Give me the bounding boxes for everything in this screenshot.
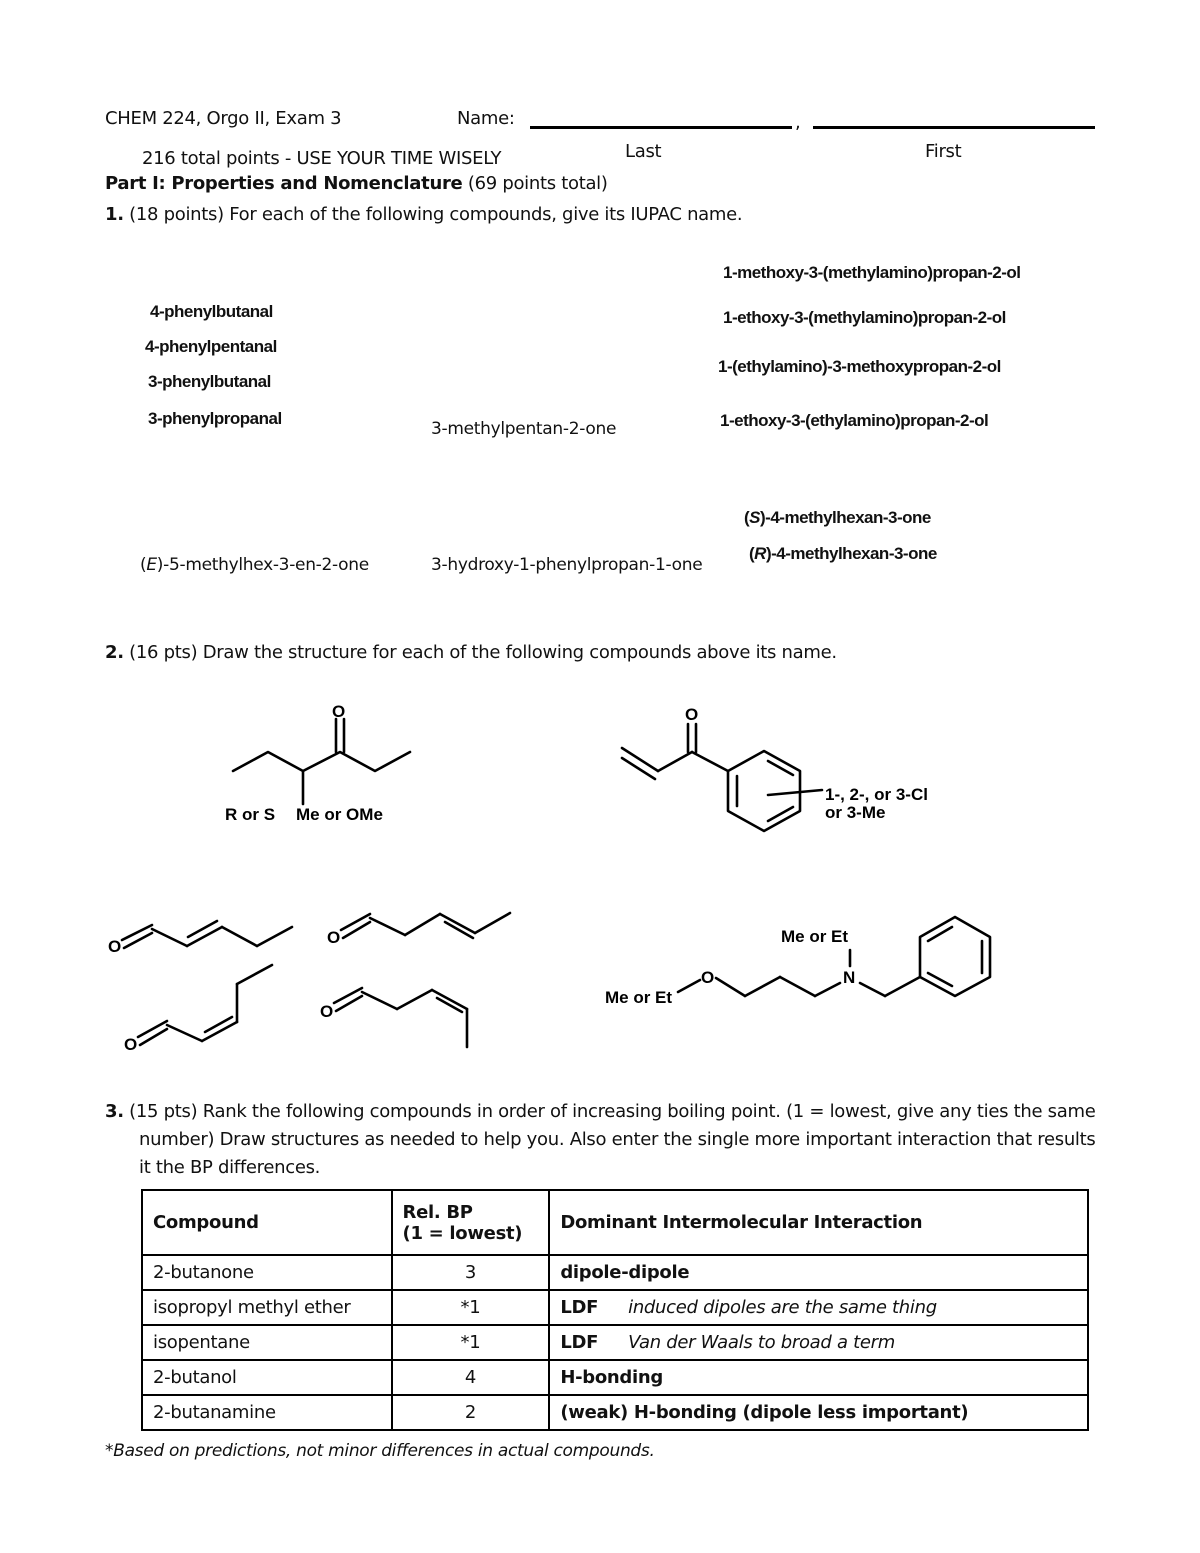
q3-number: 3.	[105, 1101, 124, 1122]
q1-answer-mid1: 3-methylpentan-2-one	[431, 419, 617, 439]
svg-text:O: O	[124, 1035, 138, 1054]
q1-answer-col3-4: 1-ethoxy-3-(ethylamino)propan-2-ol	[720, 411, 989, 430]
q1-answer-col3-1: 1-methoxy-3-(methylamino)propan-2-ol	[723, 263, 1021, 282]
header-compound: Compound	[142, 1190, 392, 1255]
interaction-cell[interactable]: LDF induced dipoles are the same thing	[549, 1290, 1088, 1325]
q1-answer-r-ketone: (R)-4-methylhexan-3-one	[749, 544, 937, 563]
q1-answer-col3-2: 1-ethoxy-3-(methylamino)propan-2-ol	[723, 308, 1006, 327]
me-or-et-n-label: Me or Et	[781, 927, 849, 946]
structure-enal-2	[327, 913, 510, 947]
q1-number: 1.	[105, 204, 124, 225]
structure-ketone-a	[225, 702, 410, 824]
interaction-cell[interactable]: (weak) H-bonding (dipole less important)	[549, 1395, 1088, 1430]
svg-text:O: O	[327, 928, 341, 947]
q1-answer-col3-3: 1-(ethylamino)-3-methoxypropan-2-ol	[718, 357, 1001, 376]
cl-me-label-1: 1-, 2-, or 3-Cl	[825, 785, 928, 804]
boiling-point-table	[141, 1189, 1089, 1431]
q2-number: 2.	[105, 642, 124, 663]
rank-cell[interactable]: 3	[392, 1255, 550, 1290]
interaction-cell[interactable]: dipole-dipole	[549, 1255, 1088, 1290]
rank-cell[interactable]: *1	[392, 1290, 550, 1325]
svg-text:O: O	[320, 1002, 334, 1021]
q1-answer-s-ketone: (S)-4-methylhexan-3-one	[744, 508, 931, 527]
oxygen-label: O	[332, 702, 346, 721]
q2-prompt-text: (16 pts) Draw the structure for each of the following compounds above its name.	[123, 642, 837, 663]
compound-cell: isopropyl methyl ether	[142, 1290, 392, 1325]
q1-answer-col1-1: 4-phenylbutanal	[150, 302, 273, 321]
header-interaction: Dominant Intermolecular Interaction	[549, 1190, 1088, 1255]
me-or-et-o-label: Me or Et	[605, 988, 673, 1007]
oxygen-label-b: O	[685, 705, 699, 724]
table-header-row	[142, 1190, 1088, 1255]
points-note: 216 total points - USE YOUR TIME WISELY	[142, 148, 502, 169]
compound-cell: isopentane	[142, 1325, 392, 1360]
name-comma: ,	[795, 112, 801, 133]
q1-prompt-text: (18 points) For each of the following compounds, give its IUPAC name.	[123, 204, 743, 225]
rank-cell[interactable]: 2	[392, 1395, 550, 1430]
compound-cell: 2-butanamine	[142, 1395, 392, 1430]
q1-answer-col1-3: 3-phenylbutanal	[148, 372, 271, 391]
structure-enal-4	[320, 988, 467, 1047]
cl-me-label-2: or 3-Me	[825, 803, 886, 822]
part1-points: (69 points total)	[462, 173, 608, 194]
structure-enal-1	[108, 921, 292, 956]
table-row	[142, 1290, 1088, 1325]
svg-text:O: O	[108, 937, 122, 956]
table-row	[142, 1395, 1088, 1430]
table-row	[142, 1360, 1088, 1395]
name-label: Name:	[457, 108, 515, 129]
q3-prompt-line2: number) Draw structures as needed to help you. Also enter the single more important interaction that results	[139, 1129, 1096, 1150]
part1-title: Part I: Properties and Nomenclature	[105, 173, 463, 194]
first-label: First	[925, 141, 962, 162]
rank-cell[interactable]: *1	[392, 1325, 550, 1360]
interaction-cell[interactable]: LDF Van der Waals to broad a term	[549, 1325, 1088, 1360]
structure-enal-3	[124, 965, 272, 1054]
q1-answer-e-alkene: (E)-5-methylhex-3-en-2-one	[140, 555, 369, 575]
course-title: CHEM 224, Orgo II, Exam 3	[105, 108, 342, 129]
rank-cell[interactable]: 4	[392, 1360, 550, 1395]
table-footnote: *Based on predictions, not minor differences in actual compounds.	[105, 1441, 655, 1461]
me-or-ome-label: Me or OMe	[296, 805, 383, 824]
oxygen-label-d: O	[701, 968, 715, 987]
header-rel-bp: Rel. BP (1 = lowest)	[392, 1190, 550, 1255]
q3-prompt-line1: 3. (15 pts) Rank the following compounds in order of increasing boiling point. (1 = lowest, give any ties the same	[105, 1101, 1096, 1122]
q1-answer-col1-2: 4-phenylpentanal	[145, 337, 277, 356]
interaction-cell[interactable]: H-bonding	[549, 1360, 1088, 1395]
structure-amino-ether	[605, 917, 990, 1007]
q1-answer-mid2: 3-hydroxy-1-phenylpropan-1-one	[431, 555, 703, 575]
last-label: Last	[625, 141, 662, 162]
structure-aryl-ketone	[622, 705, 928, 831]
nitrogen-label: N	[843, 968, 856, 987]
compound-cell: 2-butanol	[142, 1360, 392, 1395]
compound-cell: 2-butanone	[142, 1255, 392, 1290]
table-row	[142, 1325, 1088, 1360]
table-row	[142, 1255, 1088, 1290]
q1-answer-col1-4: 3-phenylpropanal	[148, 409, 282, 428]
r-or-s-label: R or S	[225, 805, 276, 824]
q3-prompt-line3: it the BP differences.	[139, 1157, 321, 1178]
